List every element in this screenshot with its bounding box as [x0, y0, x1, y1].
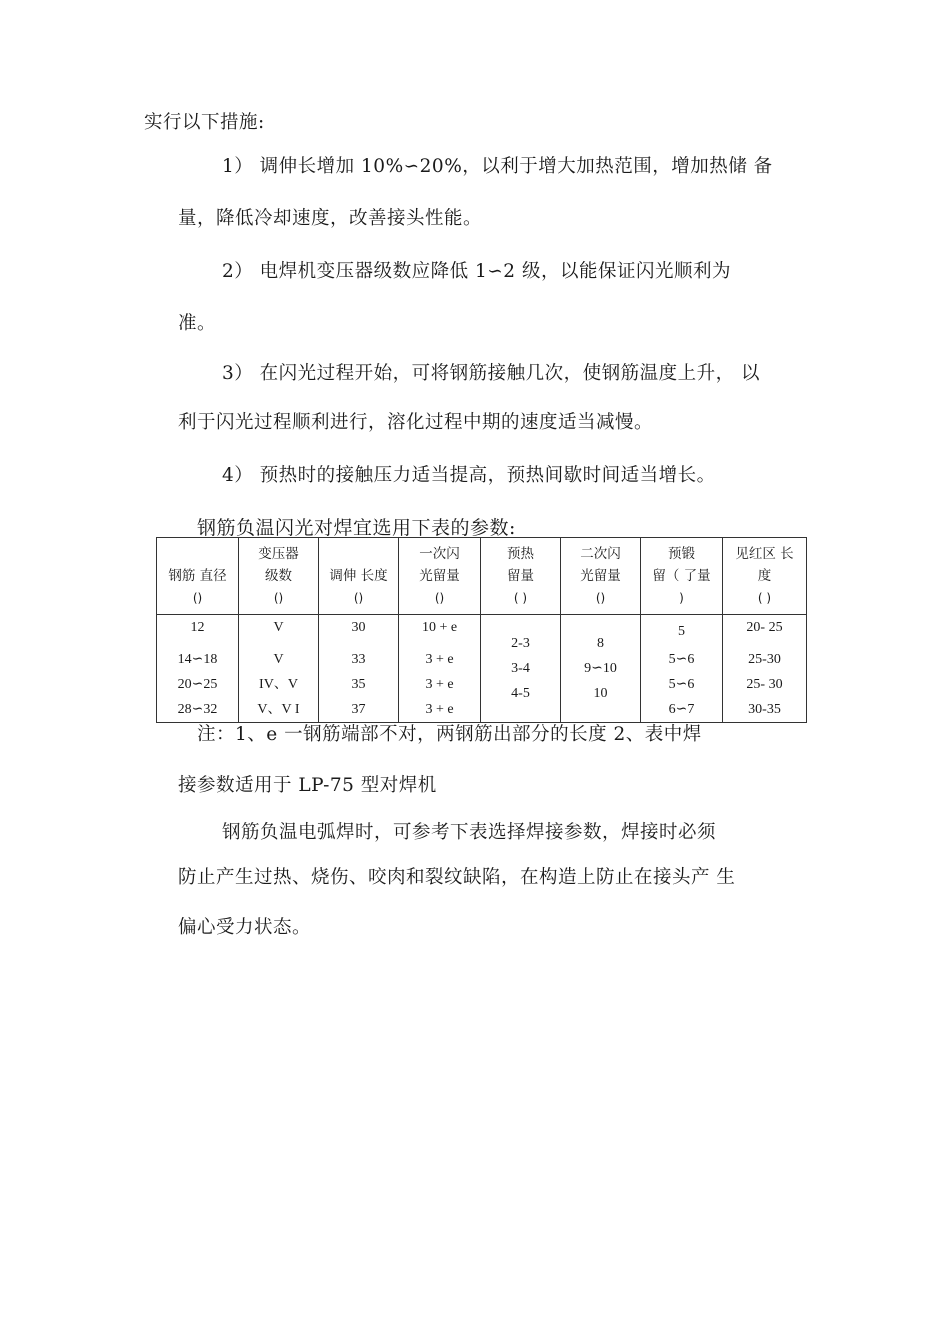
header-upset-allowance: 预锻 留（ 了量 ): [641, 538, 723, 615]
cell-grade: V V IV、V V、V I: [239, 615, 319, 723]
table-data-row: [157, 615, 807, 723]
header-first-flash: 一次闪 光留量 (): [399, 538, 481, 615]
note-line-2: 接参数适用于 LP-75 型对焊机: [178, 775, 437, 796]
arc-welding-line-1: 钢筋负温电弧焊时，可参考下表选择焊接参数，焊接时必须: [222, 822, 717, 843]
measure-1-line-1: 1） 调伸长增加 10%∽20%，以利于增大加热范围，增加热储 备: [222, 156, 773, 177]
measure-2-line-2: 准。: [178, 313, 217, 334]
arc-welding-line-2: 防止产生过热、烧伤、咬肉和裂纹缺陷，在构造上防止在接头产 生: [178, 867, 736, 888]
measure-1-line-2: 量，降低冷却速度，改善接头性能。: [178, 208, 483, 229]
header-preheat: 预热 留量 ( ): [481, 538, 561, 615]
note-line-1: 注：1、e 一钢筋端部不对，两钢筋出部分的长度 2、表中焊: [197, 724, 702, 745]
table-caption: 钢筋负温闪光对焊宜选用下表的参数:: [197, 517, 516, 539]
measure-4: 4） 预热时的接触压力适当提高，预热间歇时间适当增长。: [222, 465, 716, 486]
header-extension-length: 调伸 长度 (): [319, 538, 399, 615]
welding-parameter-table: [156, 537, 807, 723]
cell-upset: 5 5∽6 5∽6 6∽7: [641, 615, 723, 723]
header-diameter: 钢筋 直径 (): [157, 538, 239, 615]
cell-preheat: 2-3 3-4 4-5: [481, 615, 561, 723]
cell-red-zone: 20- 25 25-30 25- 30 30-35: [723, 615, 807, 723]
measure-3-line-2: 利于闪光过程顺利进行，溶化过程中期的速度适当减慢。: [178, 412, 654, 433]
intro-text: 实行以下措施:: [144, 112, 265, 133]
arc-welding-line-3: 偏心受力状态。: [178, 917, 312, 938]
cell-extension: 30 33 35 37: [319, 615, 399, 723]
cell-second-flash: 8 9∽10 10: [561, 615, 641, 723]
header-transformer-grade: 变压器 级数 (): [239, 538, 319, 615]
measure-3-line-1: 3） 在闪光过程开始，可将钢筋接触几次，使钢筋温度上升， 以: [222, 363, 761, 384]
table-header-row: [157, 538, 807, 615]
measure-2-line-1: 2） 电焊机变压器级数应降低 1∽2 级，以能保证闪光顺利为: [222, 261, 731, 282]
header-red-zone-length: 见红区 长 度 ( ): [723, 538, 807, 615]
cell-diameter: 12 14∽18 20∽25 28∽32: [157, 615, 239, 723]
header-second-flash: 二次闪 光留量 (): [561, 538, 641, 615]
cell-first-flash: 10 + e 3 + e 3 + e 3 + e: [399, 615, 481, 723]
